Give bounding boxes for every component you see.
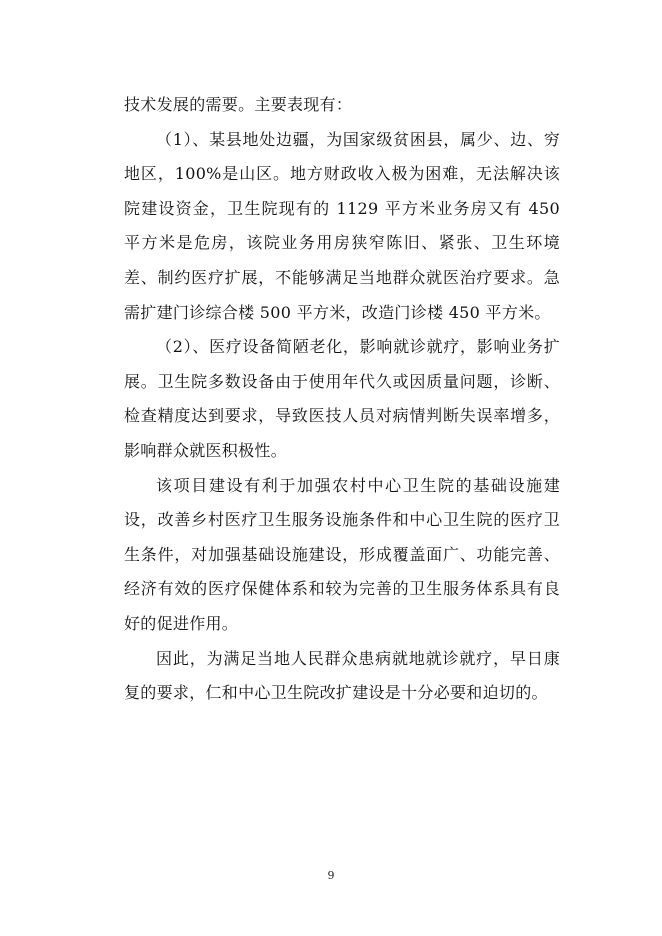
paragraph-item-1: （1）、某县地处边疆，为国家级贫困县，属少、边、穷地区，100%是山区。地方财政收入极为困难，无法解决该院建设资金，卫生院现有的 1129 平方米业务房又有 450 平方米是危房，该院业务用房狭窄陈旧、紧张、卫生环境差、制约医疗扩展，不能够满足当地群众就医治疗要求。急需扩建门诊综合楼 500 平方米，改造门诊楼 450 平方米。 <box>124 129 560 322</box>
paragraph-item-2: （2）、医疗设备简陋老化，影响就诊就疗，影响业务扩展。卫生院多数设备由于使用年代久或因质量问题，诊断、检查精度达到要求，导致医技人员对病情判断失误率增多，影响群众就医积极性。 <box>124 337 560 460</box>
body-text <box>124 88 560 711</box>
paragraph-benefits: 该项目建设有利于加强农村中心卫生院的基础设施建设，改善乡村医疗卫生服务设施条件和中心卫生院的医疗卫生条件，对加强基础设施建设，形成覆盖面广、功能完善、经济有效的医疗保健体系和较为完善的卫生服务体系具有良好的促进作用。 <box>124 475 560 633</box>
page-number: 9 <box>327 869 335 882</box>
paragraph-conclusion: 因此，为满足当地人民群众患病就地就诊就疗，早日康复的要求，仁和中心卫生院改扩建设是十分必要和迫切的。 <box>124 648 560 703</box>
paragraph-continuation: 技术发展的需要。主要表现有： <box>124 95 353 114</box>
